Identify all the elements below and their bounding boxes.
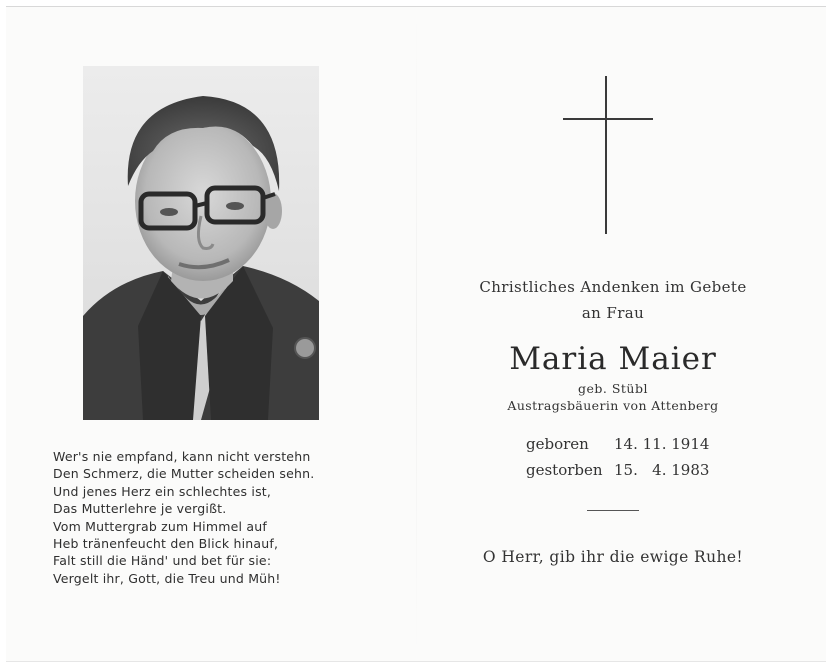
cross-icon-bar: [563, 118, 653, 120]
deceased-name: Maria Maier: [509, 341, 717, 377]
poem-line: Und jenes Herz ein schlechtes ist,: [53, 483, 272, 499]
occupation: Austragsbäuerin von Attenberg: [507, 398, 719, 413]
birth-row: [526, 431, 709, 457]
died-date: 15. 4. 1983: [614, 461, 710, 479]
intro-line-2: an Frau: [581, 304, 645, 322]
died-label: gestorben: [526, 461, 603, 479]
intro-line-1: Christliches Andenken im Gebete: [479, 278, 747, 296]
poem-line: Das Mutterlehre je vergißt.: [53, 501, 227, 517]
card-fold: [416, 7, 417, 661]
divider-line: [587, 510, 639, 511]
poem-line: Vergelt ihr, Gott, die Treu und Müh!: [53, 570, 281, 586]
maiden-name: geb. Stübl: [578, 381, 648, 396]
life-dates: [526, 431, 709, 483]
poem-line: Heb tränenfeucht den Blick hinauf,: [53, 536, 279, 552]
poem-line: Wer's nie empfand, kann nicht verstehn: [53, 449, 311, 464]
poem-line: Falt still die Händ' und bet für sie:: [53, 553, 272, 569]
death-row: [526, 457, 709, 483]
poem: [53, 448, 383, 587]
poem-line: Vom Muttergrab zum Himmel auf: [53, 518, 267, 534]
cross-icon: [605, 76, 607, 234]
born-date: 14. 11. 1914: [614, 435, 710, 453]
born-label: geboren: [526, 435, 589, 453]
portrait-illustration: [83, 66, 319, 420]
portrait-photo: [83, 66, 319, 420]
prayer: O Herr, gib ihr die ewige Ruhe!: [482, 548, 744, 566]
poem-line: Den Schmerz, die Mutter scheiden sehn.: [53, 466, 315, 482]
